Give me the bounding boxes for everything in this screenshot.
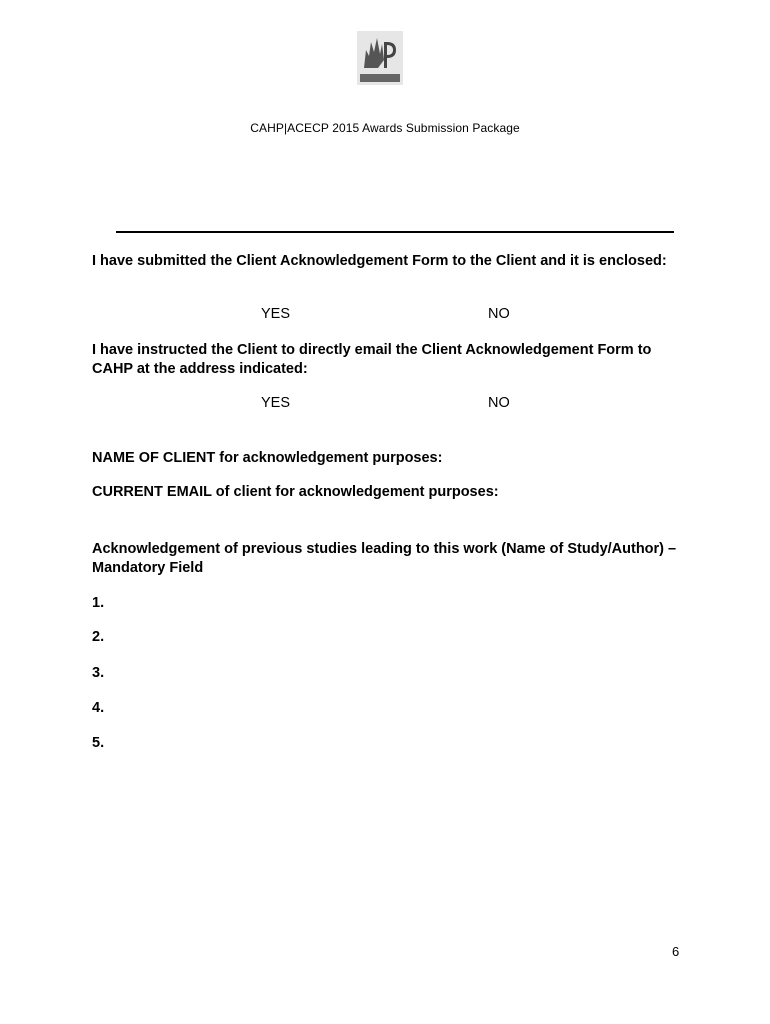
study-item-4: 4. bbox=[92, 700, 105, 716]
document-title: CAHP|ACECP 2015 Awards Submission Package bbox=[250, 121, 520, 135]
study-item-2: 2. bbox=[92, 629, 105, 645]
client-email-label: CURRENT EMAIL of client for acknowledgement purposes: bbox=[92, 484, 499, 500]
previous-studies-label: Acknowledgement of previous studies leading to this work (Name of Study/Author) – Mandatory Field bbox=[92, 541, 677, 576]
question-client-form-enclosed: I have submitted the Client Acknowledgement Form to the Client and it is enclosed: bbox=[92, 253, 667, 269]
q1-yes-option[interactable]: YES bbox=[261, 306, 291, 322]
divider-line bbox=[116, 231, 674, 233]
study-item-3: 3. bbox=[92, 665, 105, 681]
question-client-email-cahp: I have instructed the Client to directly email the Client Acknowledgement Form to CAHP at the address indicated: bbox=[92, 342, 652, 377]
q2-no-option[interactable]: NO bbox=[488, 395, 510, 411]
q1-no-option[interactable]: NO bbox=[488, 306, 510, 322]
page-number: 6 bbox=[672, 944, 680, 959]
cahp-logo bbox=[356, 30, 404, 86]
q2-yes-option[interactable]: YES bbox=[261, 395, 291, 411]
client-name-label: NAME OF CLIENT for acknowledgement purposes: bbox=[92, 450, 443, 466]
study-item-1: 1. bbox=[92, 595, 105, 611]
study-item-5: 5. bbox=[92, 735, 105, 751]
